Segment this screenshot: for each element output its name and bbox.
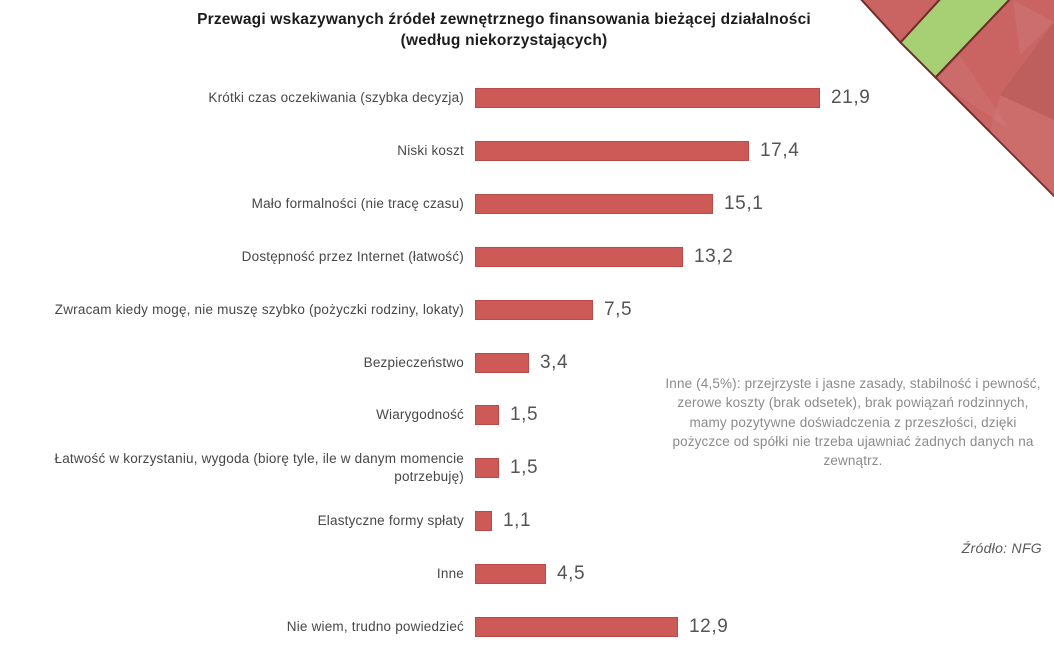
bar [475, 353, 529, 373]
value-label: 3,4 [540, 352, 569, 373]
category-label: Krótki czas oczekiwania (szybka decyzja) [208, 90, 464, 106]
chart-row [0, 247, 1054, 267]
bar [475, 564, 546, 584]
value-label: 17,4 [760, 140, 800, 161]
category-label: Wiarygodność [376, 407, 464, 423]
category-label: Łatwość w korzystaniu, wygoda (biorę tyle, ile w danym momencie potrzebuję) [54, 451, 464, 484]
chart-title-line2: (według niekorzystających) [400, 32, 608, 50]
value-label: 12,9 [689, 616, 729, 637]
bar [475, 88, 820, 108]
category-label: Elastyczne formy spłaty [317, 513, 464, 529]
bar [475, 141, 749, 161]
chart-title-line1: Przewagi wskazywanych źródeł zewnętrznego finansowania bieżącej działalności [197, 11, 811, 28]
category-label: Bezpieczeństwo [363, 355, 464, 371]
value-label: 7,5 [604, 299, 633, 320]
category-label: Inne [436, 566, 464, 582]
value-label: 13,2 [694, 246, 734, 267]
value-label: 1,1 [503, 510, 532, 531]
bar [475, 300, 593, 320]
value-label: 15,1 [724, 193, 764, 214]
chart-row [0, 617, 1054, 637]
bar [475, 405, 499, 425]
chart-row [0, 511, 1054, 531]
bar [475, 617, 678, 637]
value-label: 1,5 [510, 457, 539, 478]
category-label: Niski koszt [397, 143, 464, 159]
category-label: Dostępność przez Internet (łatwość) [241, 249, 464, 265]
bar [475, 458, 499, 478]
category-label: Mało formalności (nie tracę czasu) [251, 196, 464, 212]
source-label: Źródło: NFG [961, 540, 1042, 556]
bar [475, 511, 492, 531]
value-label: 21,9 [831, 87, 871, 108]
bar [475, 247, 683, 267]
chart-row [0, 564, 1054, 584]
chart-row [0, 300, 1054, 320]
annotation-text: Inne (4,5%): przejrzyste i jasne zasady, stabilność i pewność, zerowe koszty (brak odsetek), brak powiązań rodzinnych, mamy pozytywne doświadczenia z przeszłości, dzięki pożyczce od spółki nie trzeba ujawniać żadnych danych na zewnątrz. [665, 376, 1041, 469]
category-label: Nie wiem, trudno powiedzieć [286, 619, 464, 635]
value-label: 4,5 [557, 563, 586, 584]
bar [475, 194, 713, 214]
corner-decoration [854, 0, 1054, 200]
value-label: 1,5 [510, 404, 539, 425]
chart-row [0, 353, 1054, 373]
category-label: Zwracam kiedy mogę, nie muszę szybko (pożyczki rodziny, lokaty) [54, 302, 464, 318]
